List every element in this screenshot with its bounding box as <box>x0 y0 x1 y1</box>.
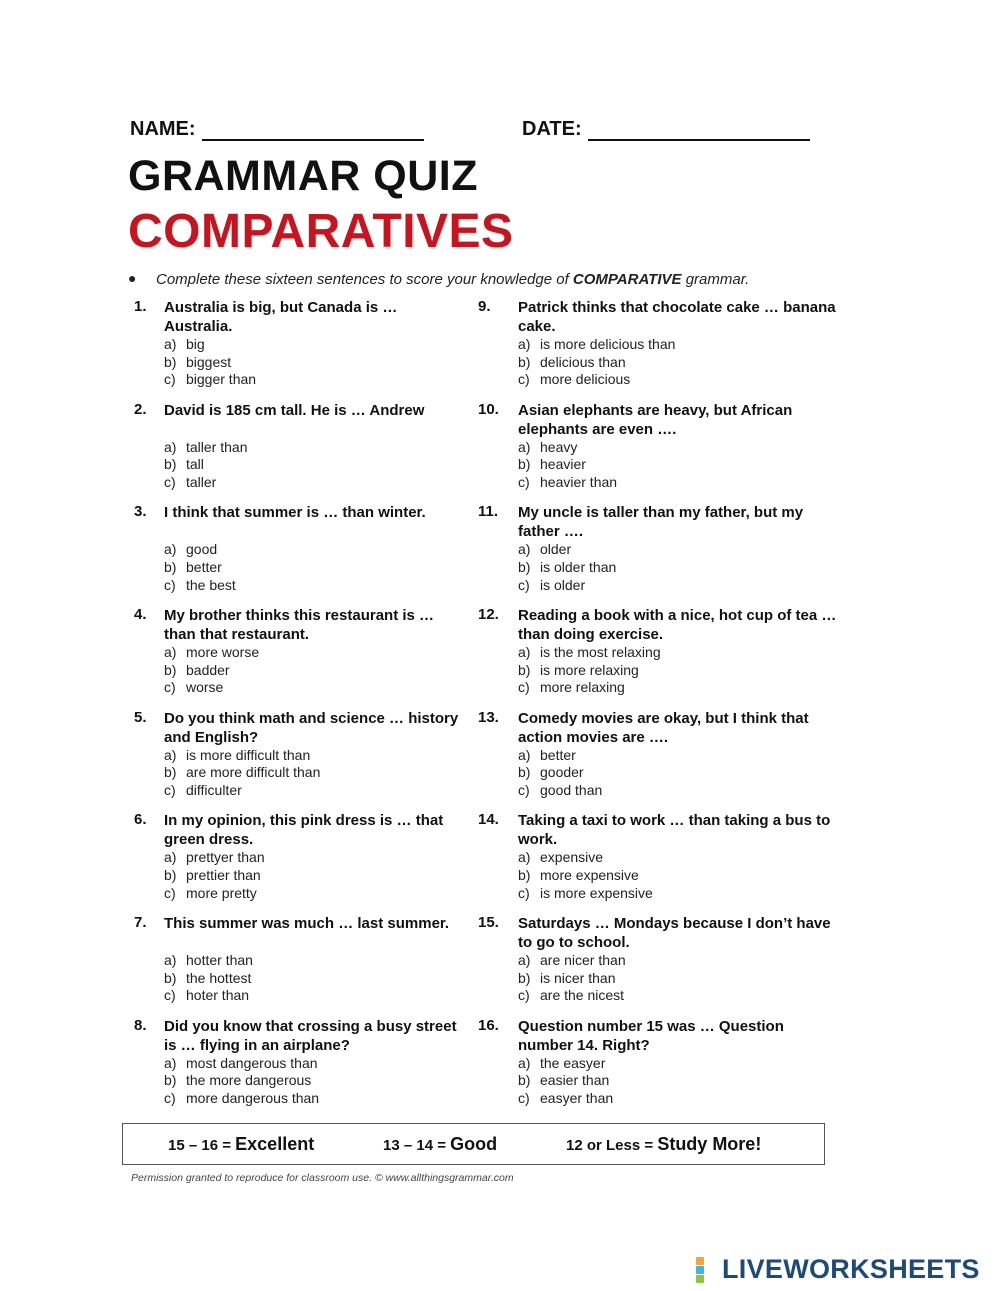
option-letter: a) <box>518 438 531 455</box>
option-letter: b) <box>164 558 177 575</box>
option-letter: b) <box>518 661 531 678</box>
answer-option[interactable] <box>164 1055 319 1073</box>
answer-option[interactable] <box>164 644 259 662</box>
option-text: heavy <box>540 438 578 455</box>
question-item <box>134 811 464 914</box>
option-text: is more expensive <box>540 884 653 901</box>
option-text: the more dangerous <box>186 1072 312 1089</box>
option-text: older <box>540 541 572 558</box>
answer-option[interactable] <box>518 354 675 372</box>
question-number: 12. <box>478 606 499 624</box>
answer-option[interactable] <box>518 456 617 474</box>
option-text: tall <box>186 456 204 473</box>
option-text: is nicer than <box>540 969 616 986</box>
question-number: 9. <box>478 298 491 315</box>
option-text: is the most relaxing <box>540 644 661 661</box>
option-letter: c) <box>518 1090 530 1106</box>
option-letter: c) <box>164 884 176 901</box>
answer-options <box>518 541 616 594</box>
option-letter: b) <box>164 661 177 678</box>
option-text: more delicious <box>540 371 631 388</box>
logo-text: LIVEWORKSHEETS <box>722 1254 980 1284</box>
answer-option[interactable] <box>518 747 602 765</box>
answer-option[interactable] <box>518 662 661 680</box>
question-number: 15. <box>478 914 499 932</box>
option-letter: b) <box>164 353 177 370</box>
option-letter: a) <box>164 541 177 558</box>
option-letter: b) <box>164 456 177 473</box>
question-item <box>478 914 838 1017</box>
option-text: is older <box>540 576 586 593</box>
option-text: the best <box>186 576 236 593</box>
option-letter: a) <box>164 438 177 455</box>
answer-options <box>518 747 602 800</box>
question-stem: Did you know that crossing a busy street is … flying in an airplane? <box>164 1017 457 1054</box>
answer-option[interactable] <box>518 439 617 457</box>
question-number: 13. <box>478 708 499 726</box>
option-letter: a) <box>164 1054 177 1071</box>
option-letter: a) <box>164 336 177 352</box>
answer-option[interactable] <box>518 867 653 885</box>
page-title: GRAMMAR QUIZ <box>128 152 478 200</box>
question-number: 4. <box>134 606 147 624</box>
answer-options <box>164 952 253 1005</box>
answer-option[interactable] <box>164 439 247 457</box>
questions-left-column <box>134 298 464 1120</box>
question-item <box>478 606 838 709</box>
question-stem: Comedy movies are okay, but I think that action movies are …. <box>518 709 809 746</box>
option-letter: c) <box>164 1090 176 1106</box>
answer-option[interactable] <box>518 559 616 577</box>
option-letter: b) <box>164 969 177 986</box>
answer-options <box>518 439 617 492</box>
option-text: the easyer <box>540 1054 606 1071</box>
option-text: big <box>186 336 205 352</box>
option-letter: c) <box>518 576 530 593</box>
name-date-row <box>130 118 830 148</box>
option-letter: a) <box>518 644 531 661</box>
option-text: most dangerous than <box>186 1054 318 1071</box>
question-number: 5. <box>134 708 147 726</box>
answer-option[interactable] <box>518 371 675 389</box>
option-letter: c) <box>164 679 176 696</box>
option-letter: a) <box>518 336 531 352</box>
question-stem: This summer was much … last summer. <box>164 915 450 933</box>
option-text: is more delicious than <box>540 336 676 352</box>
option-letter: b) <box>518 1072 531 1089</box>
question-stem: My uncle is taller than my father, but my father …. <box>518 504 804 541</box>
question-item <box>478 298 838 401</box>
option-text: delicious than <box>540 353 626 370</box>
option-text: better <box>540 746 576 763</box>
answer-options <box>164 849 265 902</box>
question-item <box>134 298 464 401</box>
answer-options <box>164 747 320 800</box>
answer-options <box>518 849 653 902</box>
date-blank[interactable] <box>588 121 810 141</box>
option-letter: c) <box>164 576 176 593</box>
option-text: more relaxing <box>540 679 625 696</box>
question-number: 2. <box>134 400 147 418</box>
question-item <box>134 401 464 504</box>
question-number: 16. <box>478 1016 499 1034</box>
option-text: more dangerous than <box>186 1090 320 1106</box>
option-text: worse <box>186 679 224 696</box>
answer-option[interactable] <box>518 885 653 903</box>
answer-option[interactable] <box>518 849 653 867</box>
question-stem: Patrick thinks that chocolate cake … banana cake. <box>518 299 836 335</box>
answer-option[interactable] <box>164 474 247 492</box>
instruction-text: Complete these sixteen sentences to score your knowledge of COMPARATIVE grammar. <box>156 271 750 288</box>
score-good: 13 – 14 = Good <box>383 1134 498 1154</box>
answer-option[interactable] <box>164 456 247 474</box>
option-text: prettyer than <box>186 849 265 866</box>
question-item <box>478 401 838 504</box>
option-letter: c) <box>164 473 176 490</box>
question-item <box>478 811 838 914</box>
option-letter: c) <box>518 781 530 798</box>
option-letter: a) <box>164 849 177 866</box>
question-stem: Saturdays … Mondays because I don’t have to go to school. <box>518 915 831 952</box>
answer-options <box>518 644 661 697</box>
question-stem: My brother thinks this restaurant is … than that restaurant. <box>164 607 435 644</box>
date-label: DATE: <box>522 118 582 140</box>
option-letter: b) <box>518 456 531 473</box>
answer-option[interactable] <box>518 970 626 988</box>
option-letter: c) <box>164 987 176 1004</box>
option-text: is more difficult than <box>186 746 311 763</box>
question-stem: Reading a book with a nice, hot cup of tea … than doing exercise. <box>518 607 837 644</box>
page-subtitle: COMPARATIVES <box>128 205 514 258</box>
question-number: 14. <box>478 811 499 829</box>
question-stem: Do you think math and science … history and English? <box>164 709 459 746</box>
answer-option[interactable] <box>164 987 253 1005</box>
question-number: 8. <box>134 1016 147 1034</box>
answer-options <box>518 336 675 389</box>
question-number: 1. <box>134 298 147 315</box>
answer-option[interactable] <box>518 1090 613 1108</box>
answer-option[interactable] <box>164 1090 319 1108</box>
question-number: 11. <box>478 503 499 521</box>
question-number: 3. <box>134 503 147 521</box>
option-letter: b) <box>164 764 177 781</box>
answer-option[interactable] <box>164 1072 319 1090</box>
answer-option[interactable] <box>164 354 256 372</box>
option-text: good <box>186 541 218 558</box>
option-text: expensive <box>540 849 604 866</box>
answer-option[interactable] <box>518 987 626 1005</box>
answer-option[interactable] <box>164 782 320 800</box>
score-study-more: 12 or Less = Study More! <box>566 1134 762 1154</box>
answer-option[interactable] <box>164 849 265 867</box>
option-text: is more relaxing <box>540 661 639 678</box>
question-stem: Asian elephants are heavy, but African elephants are even …. <box>518 401 793 438</box>
answer-option[interactable] <box>518 764 602 782</box>
answer-option[interactable] <box>164 885 265 903</box>
option-letter: a) <box>164 644 177 661</box>
option-letter: b) <box>518 353 531 370</box>
option-text: gooder <box>540 764 584 781</box>
option-letter: b) <box>164 867 177 884</box>
question-item <box>478 709 838 812</box>
answer-option[interactable] <box>164 541 236 559</box>
answer-option[interactable] <box>164 764 320 782</box>
option-text: taller <box>186 473 217 490</box>
logo-icon <box>696 1257 712 1283</box>
answer-options <box>518 1055 613 1108</box>
answer-option[interactable] <box>518 679 661 697</box>
answer-option[interactable] <box>164 336 256 354</box>
option-text: better <box>186 558 222 575</box>
answer-option[interactable] <box>164 952 253 970</box>
question-stem: In my opinion, this pink dress is … that green dress. <box>164 812 444 849</box>
answer-option[interactable] <box>518 336 675 354</box>
option-letter: b) <box>518 969 531 986</box>
option-text: badder <box>186 661 230 678</box>
question-stem: Taking a taxi to work … than taking a bus to work. <box>518 812 831 849</box>
answer-option[interactable] <box>518 952 626 970</box>
option-letter: c) <box>518 371 530 388</box>
option-text: are the nicest <box>540 987 625 1004</box>
answer-option[interactable] <box>164 371 256 389</box>
answer-option[interactable] <box>518 577 616 595</box>
option-text: more pretty <box>186 884 257 901</box>
answer-option[interactable] <box>164 559 236 577</box>
option-letter: b) <box>518 764 531 781</box>
answer-option[interactable] <box>518 541 616 559</box>
option-letter: a) <box>518 541 531 558</box>
option-letter: c) <box>518 473 530 490</box>
answer-options <box>164 541 236 594</box>
question-number: 10. <box>478 400 499 418</box>
option-text: heavier than <box>540 473 618 490</box>
answer-option[interactable] <box>518 1055 613 1073</box>
option-text: is older than <box>540 558 617 575</box>
option-text: are nicer than <box>540 952 626 969</box>
question-item <box>134 503 464 606</box>
option-text: easyer than <box>540 1090 614 1106</box>
date-field <box>522 118 810 141</box>
option-letter: a) <box>164 952 177 969</box>
option-text: the hottest <box>186 969 252 986</box>
scoring-box <box>122 1123 825 1165</box>
option-text: easier than <box>540 1072 610 1089</box>
option-text: more worse <box>186 644 260 661</box>
answer-options <box>164 336 256 389</box>
question-item <box>134 606 464 709</box>
answer-option[interactable] <box>164 747 320 765</box>
bullet-icon: ● <box>128 270 137 286</box>
score-excellent: 15 – 16 = Excellent <box>168 1134 315 1154</box>
question-item <box>134 1017 464 1120</box>
option-text: hotter than <box>186 952 253 969</box>
question-item <box>134 709 464 812</box>
answer-option[interactable] <box>164 577 236 595</box>
name-label: NAME: <box>130 118 196 140</box>
option-letter: b) <box>518 867 531 884</box>
questions-right-column <box>478 298 838 1120</box>
option-text: more expensive <box>540 867 639 884</box>
option-text: taller than <box>186 438 248 455</box>
question-number: 6. <box>134 811 147 829</box>
answer-options <box>164 1055 319 1108</box>
answer-option[interactable] <box>518 782 602 800</box>
option-letter: a) <box>518 746 531 763</box>
name-field <box>130 118 424 141</box>
question-stem: David is 185 cm tall. He is … Andrew <box>164 401 425 419</box>
option-letter: b) <box>518 558 531 575</box>
option-letter: a) <box>164 746 177 763</box>
answer-option[interactable] <box>518 474 617 492</box>
option-text: biggest <box>186 353 232 370</box>
option-text: difficulter <box>186 781 242 798</box>
option-letter: a) <box>518 1054 531 1071</box>
option-text: hoter than <box>186 987 250 1004</box>
answer-option[interactable] <box>164 662 259 680</box>
option-letter: c) <box>518 679 530 696</box>
answer-option[interactable] <box>164 679 259 697</box>
name-blank[interactable] <box>202 121 424 141</box>
answer-options <box>164 644 259 697</box>
option-letter: a) <box>518 952 531 969</box>
option-text: are more difficult than <box>186 764 321 781</box>
answer-option[interactable] <box>518 644 661 662</box>
option-letter: c) <box>518 884 530 901</box>
option-letter: b) <box>164 1072 177 1089</box>
question-item <box>478 1017 838 1120</box>
option-letter: a) <box>518 849 531 866</box>
answer-option[interactable] <box>518 1072 613 1090</box>
option-text: bigger than <box>186 371 257 388</box>
answer-option[interactable] <box>164 970 253 988</box>
option-text: good than <box>540 781 603 798</box>
question-item <box>478 503 838 606</box>
option-letter: c) <box>518 987 530 1004</box>
question-number: 7. <box>134 914 147 932</box>
option-text: prettier than <box>186 867 261 884</box>
option-letter: c) <box>164 371 176 388</box>
question-stem: Question number 15 was … Question number 14. Right? <box>518 1017 784 1054</box>
question-stem: I think that summer is … than winter. <box>164 504 426 522</box>
option-letter: c) <box>164 781 176 798</box>
answer-option[interactable] <box>164 867 265 885</box>
option-text: heavier <box>540 456 586 473</box>
question-stem: Australia is big, but Canada is … Australia. <box>164 299 398 335</box>
permission-note: Permission granted to reproduce for classroom use. © www.allthingsgrammar.com <box>131 1172 514 1184</box>
answer-options <box>164 439 247 492</box>
answer-options <box>518 952 626 1005</box>
question-item <box>134 914 464 1017</box>
